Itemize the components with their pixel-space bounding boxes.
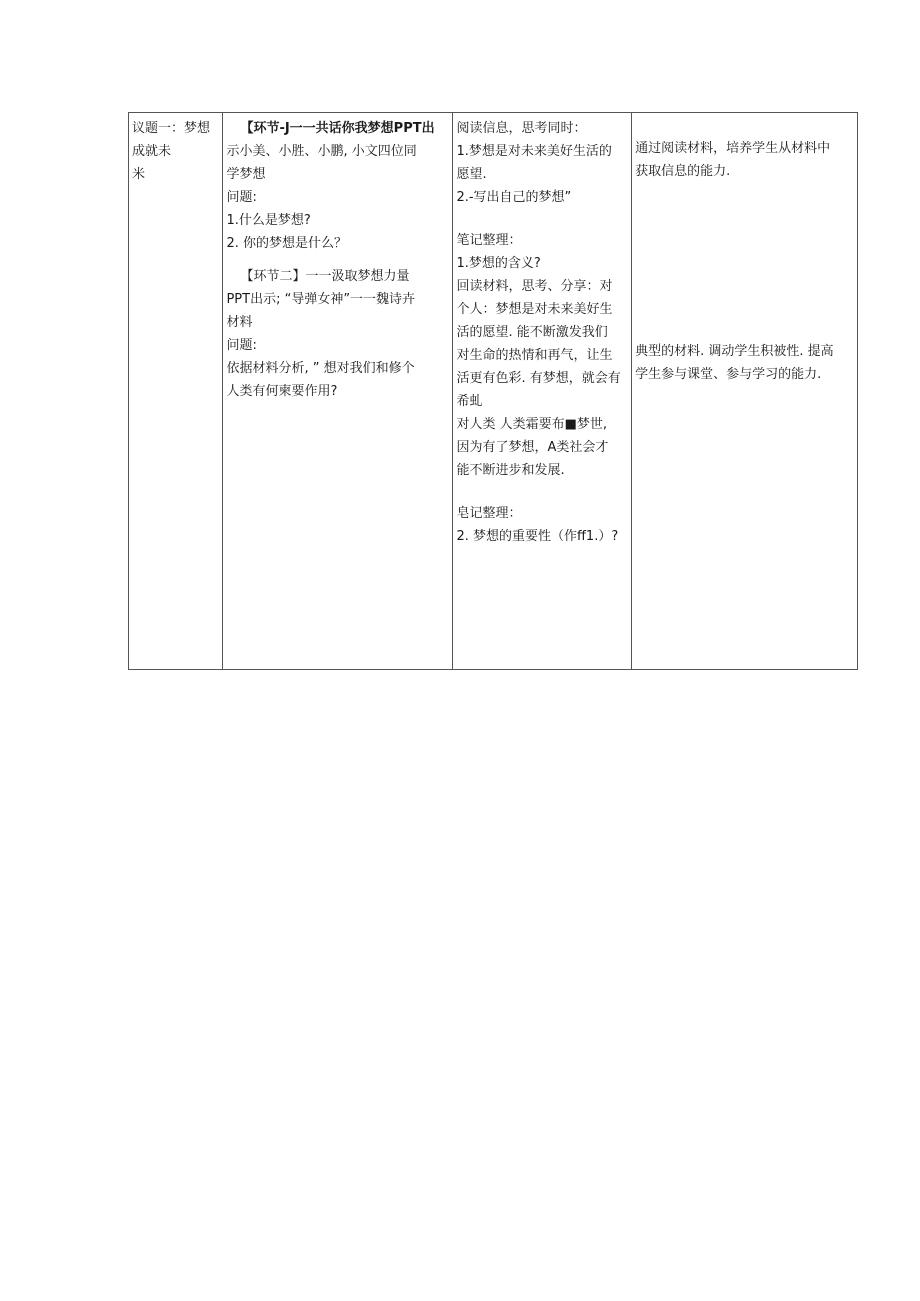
lesson-plan-table: [128, 112, 858, 670]
discussion-line: 希虬: [456, 394, 483, 409]
topic-line: 议题一：梦想: [132, 121, 211, 136]
purpose-line: 获取信息的能力.: [635, 164, 731, 179]
question-text: 依据材料分析, ” 想对我们和修个: [226, 361, 415, 376]
discussion-line: 能不断进步和发展.: [456, 463, 565, 478]
discussion-line: 个人：梦想是对未来美好生: [456, 302, 613, 317]
student-item: 1.梦想是对未来美好生活的: [456, 144, 612, 159]
section2-text: 材料: [226, 315, 253, 330]
purpose-cell: [632, 113, 858, 670]
question-label: 问题:: [226, 338, 257, 353]
student-cell: [453, 113, 632, 670]
student-intro: 阅读信息，思考同时：: [456, 121, 587, 136]
student-item: 愿望.: [456, 167, 487, 182]
question-text: 人类有何柬要作用?: [226, 384, 338, 399]
student-item: 2.-写出自己的梦想”: [456, 190, 572, 205]
table-row: [129, 113, 858, 670]
section1-text: 示小美、小胜、小鹏, 小文四位同: [226, 144, 417, 159]
topic-cell: [129, 113, 223, 670]
question-item: 2. 你的梦想是什么？: [226, 236, 347, 251]
discussion-line: 活的愿望. 能不断激发我们: [456, 325, 608, 340]
notes-label: 笔记整理：: [456, 233, 522, 248]
discussion-line: 对人类 人类霜要布■梦世,: [456, 417, 607, 432]
discussion-line: 活更有色彩. 有梦想，就会有: [456, 371, 621, 386]
section2-text: PPT出示; “导弹女神”一一魏诗卉: [226, 292, 416, 307]
discussion-line: 对生命的热情和再气，让生: [456, 348, 613, 363]
purpose-line: 学生参与课堂、参与学习的能力.: [635, 367, 822, 382]
section1-title: 【环节-J一一共话你我梦想PPT出: [240, 121, 435, 136]
activities-cell: [223, 113, 453, 670]
question-label: 问题:: [226, 190, 257, 205]
section2-title: 【环节二】一一汲取梦想力量: [240, 269, 410, 284]
topic-line: 成就未: [132, 144, 172, 159]
purpose-line: 典型的材料. 调动学生积被性. 提高: [635, 344, 834, 359]
notes-label: 皂记整理：: [456, 506, 522, 521]
discussion-line: 回读材料，思考、分享：对: [456, 279, 613, 294]
topic-line: 米: [132, 167, 146, 182]
question-item: 1.什么是梦想?: [226, 213, 311, 228]
section1-text: 学梦想: [226, 167, 266, 182]
notes-item: 1.梦想的含义?: [456, 256, 541, 271]
notes-item: 2. 梦想的重要性（作ff1.）?: [456, 529, 619, 544]
discussion-line: 因为有了梦想，A类社会才: [456, 440, 609, 455]
purpose-line: 通过阅读材料，培养学生从材料中: [635, 141, 831, 156]
